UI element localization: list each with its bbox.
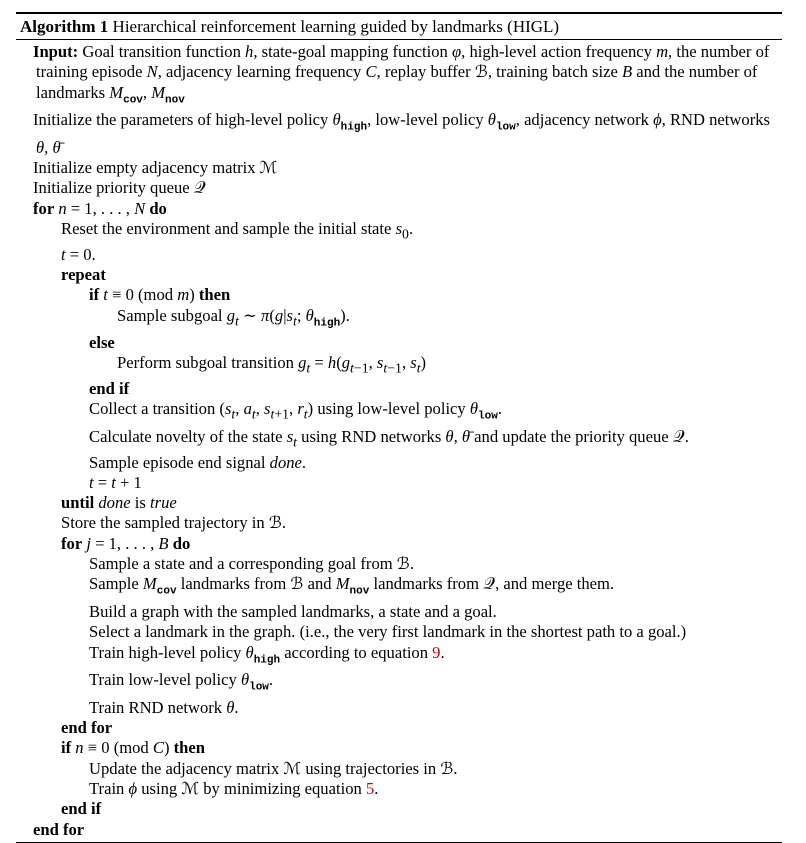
algorithm-line: Initialize empty adjacency matrix ℳ bbox=[33, 158, 278, 178]
algorithm-line: t = 0. bbox=[61, 244, 96, 264]
algorithm-line: Update the adjacency matrix ℳ using trajectories in ℬ. bbox=[89, 758, 458, 778]
algorithm-line: until done is true bbox=[61, 493, 177, 513]
algorithm-line: Train ϕ using ℳ by minimizing equation 5. bbox=[89, 778, 379, 798]
algorithm-line: repeat bbox=[61, 264, 106, 284]
algorithm-line: Train low-level policy $\theta_{low}$. bbox=[89, 670, 274, 694]
algorithm-line: Calculate novelty of the state $s_t$ using RND networks θ, θ̄ and update the priority queue 𝒬. bbox=[89, 426, 689, 450]
algorithm-line: end for bbox=[33, 819, 85, 839]
algorithm-line: Select a landmark in the graph. (i.e., the very first landmark in the shortest path to a goal.) bbox=[89, 622, 687, 642]
algorithm-line: for n = 1, . . . , N do bbox=[33, 198, 167, 218]
algorithm-line: if n ≡ 0 (mod C) then bbox=[61, 738, 205, 758]
algorithm-box bbox=[16, 12, 782, 843]
algorithm-label: Algorithm 1 bbox=[20, 17, 109, 36]
algorithm-line: Reset the environment and sample the initial state $s_0$. bbox=[61, 219, 414, 242]
algorithm-line: Initialize priority queue 𝒬 bbox=[33, 178, 206, 198]
algorithm-line: end for bbox=[61, 718, 113, 738]
algorithm-line: else bbox=[89, 333, 115, 353]
algorithm-line: Input: Goal transition function h, state-goal mapping function φ, high-level action frequency m, the number of training episode N, adjacency learning frequency C, replay buffer ℬ, training batch size B and the number of landmarks $M_{cov}$, $M_{nov}$ bbox=[33, 42, 770, 106]
algorithm-line: Store the sampled trajectory in ℬ. bbox=[61, 513, 287, 533]
algorithm-line: end if bbox=[61, 799, 102, 819]
algorithm-caption bbox=[16, 14, 782, 39]
algorithm-line: Build a graph with the sampled landmarks, a state and a goal. bbox=[89, 601, 497, 621]
algorithm-line: for j = 1, . . . , B do bbox=[61, 533, 191, 553]
algorithm-title: Hierarchical reinforcement learning guided by landmarks (HIGL) bbox=[112, 17, 560, 36]
algorithm-line: Train high-level policy $\theta_{high}$ according to equation 9. bbox=[89, 642, 445, 666]
algorithm-line: Collect a transition ($s_t$, $a_t$, $s_{t+1}$, $r_t$) using low-level policy $\theta_{low}$. bbox=[89, 399, 502, 423]
algorithm-line: t = t + 1 bbox=[89, 472, 142, 492]
algorithm-line: Sample $M_{cov}$ landmarks from ℬ and $M_{nov}$ landmarks from 𝒬, and merge them. bbox=[89, 574, 615, 598]
algorithm-line: Initialize the parameters of high-level policy $\theta_{high}$, low-level policy $\theta_{low}$, adjacency network ϕ, RND networks θ, θ̄ bbox=[33, 110, 770, 157]
algorithm-line: Sample a state and a corresponding goal from ℬ. bbox=[89, 554, 415, 574]
algorithm-line: Sample episode end signal done. bbox=[89, 452, 307, 472]
algorithm-line: if t ≡ 0 (mod m) then bbox=[89, 285, 231, 305]
algorithm-line: Train RND network θ. bbox=[89, 697, 239, 717]
algorithm-line: end if bbox=[89, 379, 130, 399]
algorithm-line: Perform subgoal transition $g_t = h(g_{t-1}$, $s_{t-1}$, $s_t$) bbox=[117, 353, 427, 376]
algorithm-line: Sample subgoal $g_t$ ∼ $\pi(g|s_t$; $\theta_{high}$). bbox=[117, 305, 350, 329]
algorithm-body bbox=[16, 40, 782, 840]
